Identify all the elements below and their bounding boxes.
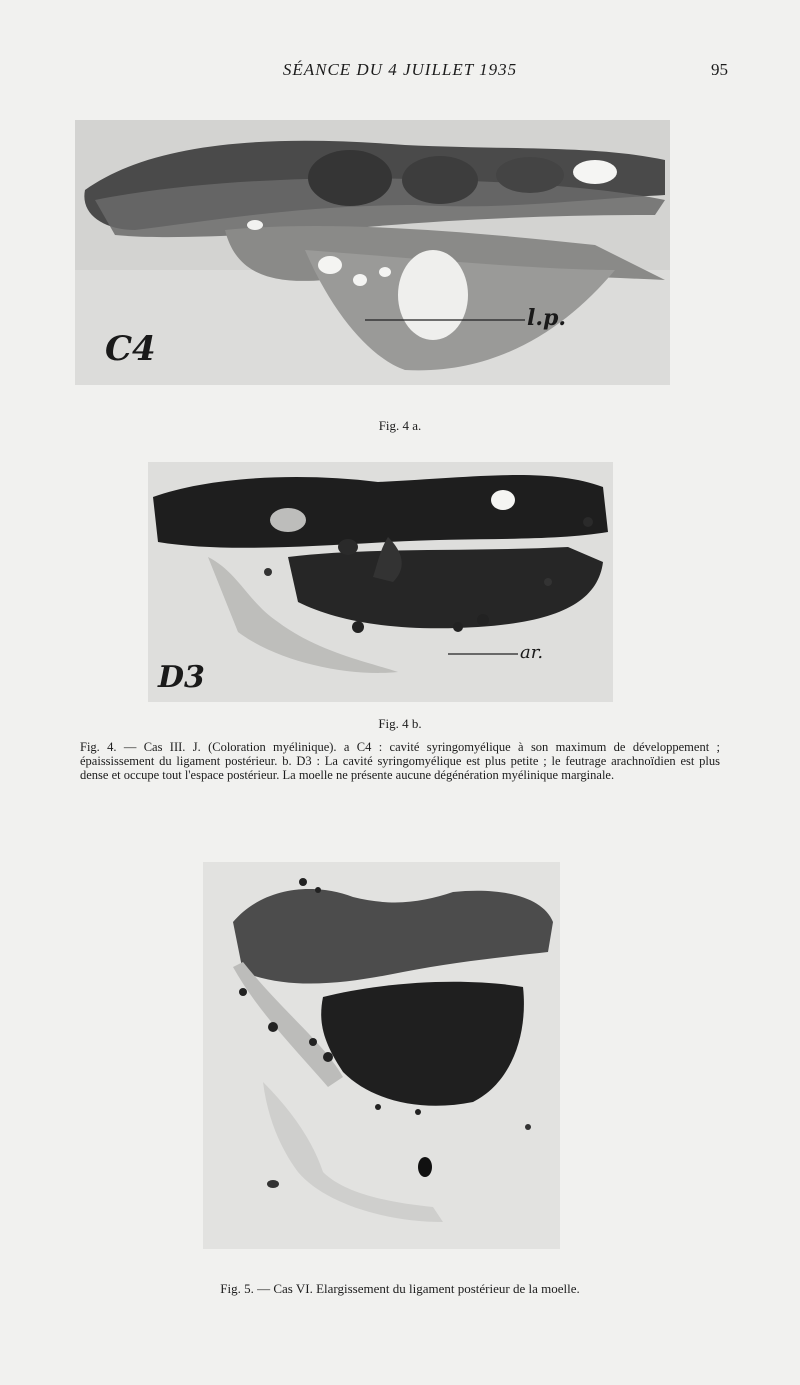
- figure-4b-micrograph: [148, 462, 613, 702]
- pointer-label-lp: l.p.: [527, 305, 567, 331]
- level-label-c4: C4: [105, 329, 156, 369]
- level-label-d3: D3: [158, 660, 205, 695]
- figure-4a-caption: Fig. 4 a.: [378, 418, 422, 433]
- page-number: 95: [711, 60, 728, 79]
- figure-5-legend: Fig. 5. — Cas VI. Elargissement du ligament postérieur de la moelle.: [220, 1281, 580, 1296]
- figure-4-legend: Fig. 4. — Cas III. J. (Coloration myélinique). a C4 : cavité syringomyélique à son maximum de développement ; épaississement du ligament postérieur. b. D3 : La cavité syringomyélique est plus petite ; le feutrage arachnoïdien est plus dense et occupe tout l'espace postérieur. La moelle ne présente aucune dégénération myélinique marginale.: [80, 740, 720, 782]
- running-header-title: SÉANCE DU 4 JUILLET 1935: [282, 60, 518, 79]
- figure-4a-micrograph: [75, 120, 670, 385]
- pointer-label-ar: ar.: [520, 642, 544, 663]
- figure-5-micrograph: [203, 862, 560, 1249]
- figure-4b-caption: Fig. 4 b.: [378, 716, 422, 731]
